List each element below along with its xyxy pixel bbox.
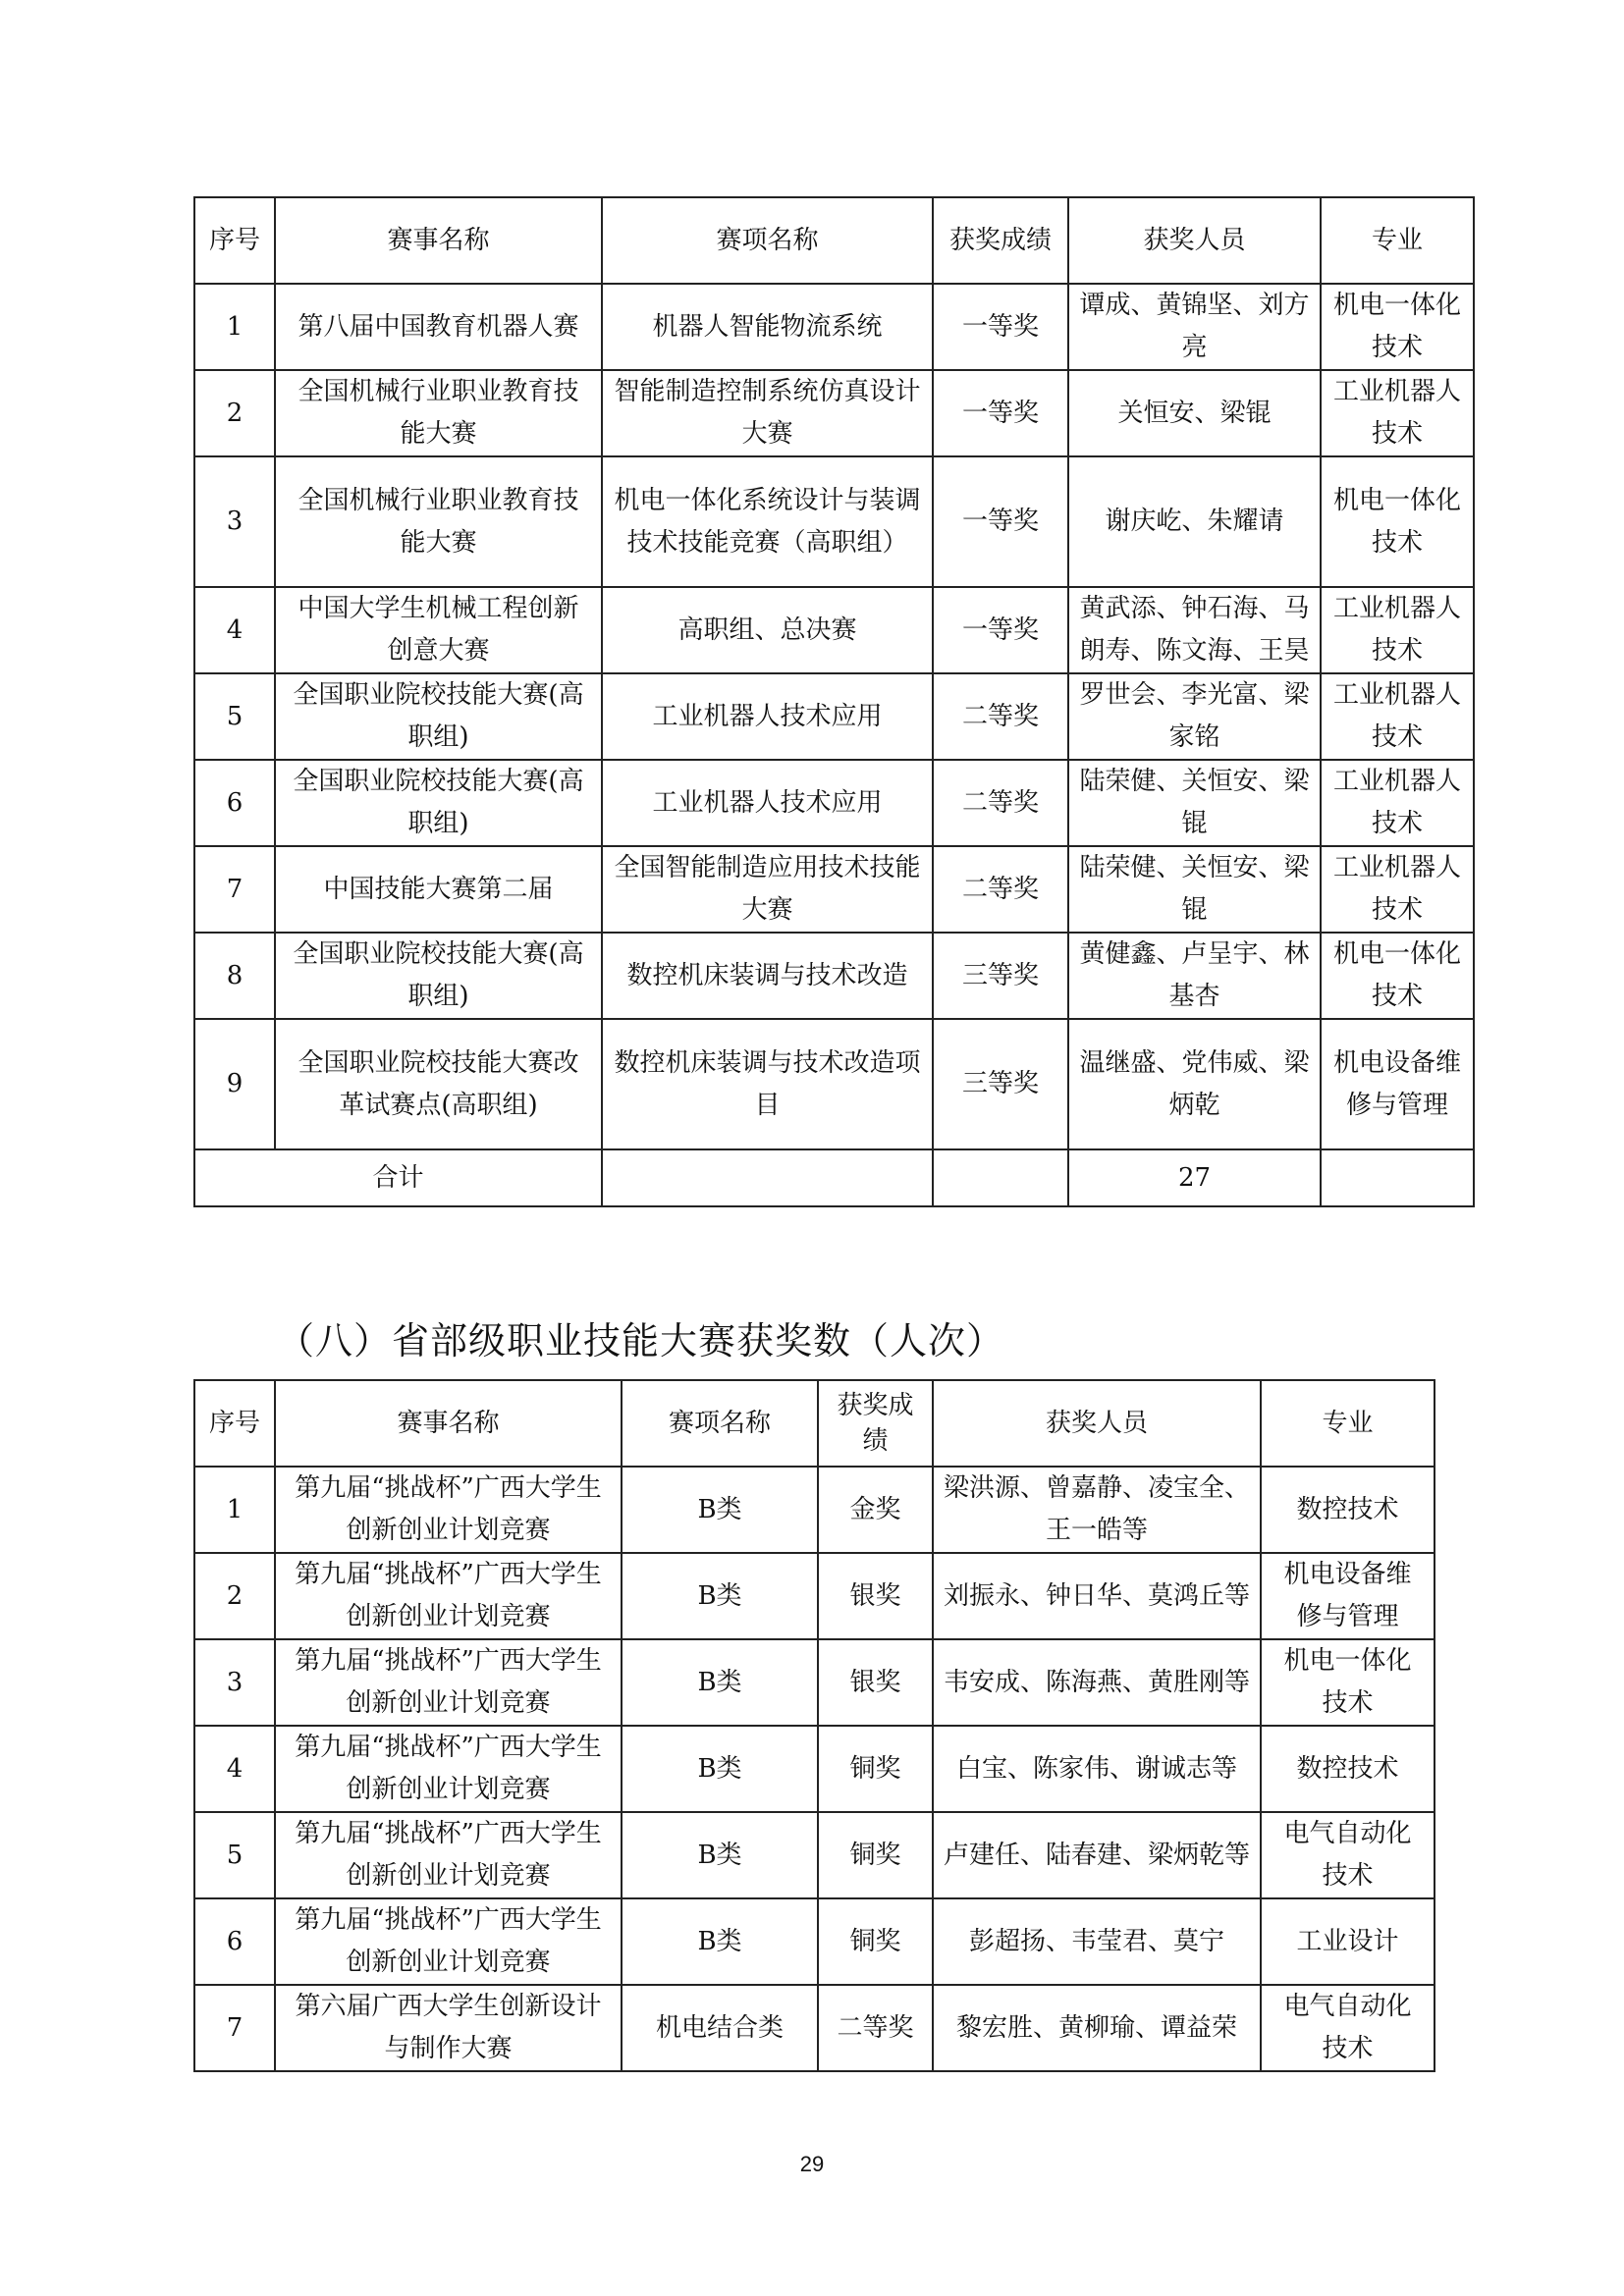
cell-major: 工业机器人技术 <box>1321 760 1474 846</box>
cell-event-name: 第九届“挑战杯”广西大学生创新创业计划竞赛 <box>275 1898 622 1985</box>
cell-award: 金奖 <box>818 1467 933 1553</box>
cell-award: 铜奖 <box>818 1726 933 1812</box>
cell-index: 2 <box>194 370 275 456</box>
cell-item-name: 机电结合类 <box>622 1985 818 2071</box>
table-row <box>194 846 1474 933</box>
table-row <box>194 1812 1435 1898</box>
cell-event-name: 第六届广西大学生创新设计与制作大赛 <box>275 1985 622 2071</box>
cell-item-name: B类 <box>622 1898 818 1985</box>
cell-index: 7 <box>194 846 275 933</box>
table-row <box>194 1726 1435 1812</box>
cell-winners: 罗世会、李光富、梁家铭 <box>1068 673 1321 760</box>
cell-winners: 彭超扬、韦莹君、莫宁 <box>933 1898 1261 1985</box>
cell-winners: 韦安成、陈海燕、黄胜刚等 <box>933 1639 1261 1726</box>
cell-major: 电气自动化技术 <box>1261 1812 1435 1898</box>
cell-event-name: 全国职业院校技能大赛(高职组) <box>275 760 602 846</box>
cell-winners: 刘振永、钟日华、莫鸿丘等 <box>933 1553 1261 1639</box>
header-cell: 获奖人员 <box>1068 197 1321 284</box>
table-row <box>194 587 1474 673</box>
cell-award: 一等奖 <box>933 370 1068 456</box>
cell-index: 3 <box>194 456 275 587</box>
table-row <box>194 760 1474 846</box>
cell-event-name: 第九届“挑战杯”广西大学生创新创业计划竞赛 <box>275 1726 622 1812</box>
cell-event-name: 全国职业院校技能大赛改革试赛点(高职组) <box>275 1019 602 1149</box>
header-cell: 序号 <box>194 1380 275 1467</box>
total-row <box>194 1149 1474 1206</box>
cell-winners: 黎宏胜、黄柳瑜、谭益荣 <box>933 1985 1261 2071</box>
cell-award: 银奖 <box>818 1639 933 1726</box>
cell-award: 三等奖 <box>933 1019 1068 1149</box>
cell-index: 2 <box>194 1553 275 1639</box>
table-row <box>194 933 1474 1019</box>
cell-award: 银奖 <box>818 1553 933 1639</box>
cell-award: 一等奖 <box>933 587 1068 673</box>
cell-index: 4 <box>194 1726 275 1812</box>
table-row <box>194 1467 1435 1553</box>
cell-item-name: 工业机器人技术应用 <box>602 673 933 760</box>
table-row <box>194 1639 1435 1726</box>
cell-index: 3 <box>194 1639 275 1726</box>
table-row <box>194 1985 1435 2071</box>
cell-item-name: 机电一体化系统设计与装调技术技能竞赛（高职组） <box>602 456 933 587</box>
cell-major: 工业机器人技术 <box>1321 587 1474 673</box>
cell-index: 4 <box>194 587 275 673</box>
cell-award: 铜奖 <box>818 1898 933 1985</box>
cell-award: 一等奖 <box>933 456 1068 587</box>
cell-index: 5 <box>194 1812 275 1898</box>
cell-winners: 陆荣健、关恒安、梁锟 <box>1068 846 1321 933</box>
cell-index: 1 <box>194 284 275 370</box>
cell-item-name: 工业机器人技术应用 <box>602 760 933 846</box>
cell-event-name: 第九届“挑战杯”广西大学生创新创业计划竞赛 <box>275 1467 622 1553</box>
empty-cell <box>933 1149 1068 1206</box>
cell-winners: 黄健鑫、卢呈宇、林基杏 <box>1068 933 1321 1019</box>
cell-event-name: 第八届中国教育机器人赛 <box>275 284 602 370</box>
cell-award: 二等奖 <box>933 846 1068 933</box>
table-row <box>194 456 1474 587</box>
cell-major: 机电一体化技术 <box>1321 284 1474 370</box>
cell-index: 1 <box>194 1467 275 1553</box>
section-heading: （八）省部级职业技能大赛获奖数（人次） <box>277 1319 1005 1362</box>
cell-event-name: 第九届“挑战杯”广西大学生创新创业计划竞赛 <box>275 1553 622 1639</box>
header-cell: 专业 <box>1261 1380 1435 1467</box>
table-row <box>194 1898 1435 1985</box>
cell-item-name: 数控机床装调与技术改造 <box>602 933 933 1019</box>
cell-event-name: 第九届“挑战杯”广西大学生创新创业计划竞赛 <box>275 1812 622 1898</box>
header-row <box>194 197 1474 284</box>
table-row <box>194 370 1474 456</box>
cell-award: 铜奖 <box>818 1812 933 1898</box>
cell-award: 一等奖 <box>933 284 1068 370</box>
cell-item-name: 全国智能制造应用技术技能大赛 <box>602 846 933 933</box>
header-cell: 序号 <box>194 197 275 284</box>
cell-major: 机电一体化技术 <box>1261 1639 1435 1726</box>
cell-major: 工业机器人技术 <box>1321 673 1474 760</box>
cell-event-name: 全国职业院校技能大赛(高职组) <box>275 673 602 760</box>
cell-major: 机电一体化技术 <box>1321 933 1474 1019</box>
cell-item-name: B类 <box>622 1812 818 1898</box>
cell-index: 9 <box>194 1019 275 1149</box>
cell-item-name: 智能制造控制系统仿真设计大赛 <box>602 370 933 456</box>
cell-award: 二等奖 <box>933 760 1068 846</box>
cell-index: 7 <box>194 1985 275 2071</box>
page-number: 29 <box>799 2152 825 2176</box>
cell-item-name: B类 <box>622 1726 818 1812</box>
cell-item-name: B类 <box>622 1553 818 1639</box>
header-row <box>194 1380 1435 1467</box>
cell-award: 三等奖 <box>933 933 1068 1019</box>
total-value: 27 <box>1068 1149 1321 1206</box>
table-row <box>194 284 1474 370</box>
cell-index: 6 <box>194 1898 275 1985</box>
cell-event-name: 中国技能大赛第二届 <box>275 846 602 933</box>
cell-winners: 温继盛、党伟威、梁炳乾 <box>1068 1019 1321 1149</box>
cell-winners: 卢建任、陆春建、梁炳乾等 <box>933 1812 1261 1898</box>
cell-event-name: 第九届“挑战杯”广西大学生创新创业计划竞赛 <box>275 1639 622 1726</box>
cell-item-name: 机器人智能物流系统 <box>602 284 933 370</box>
table-row <box>194 1019 1474 1149</box>
cell-major: 数控技术 <box>1261 1726 1435 1812</box>
cell-award: 二等奖 <box>933 673 1068 760</box>
cell-item-name: 数控机床装调与技术改造项目 <box>602 1019 933 1149</box>
cell-winners: 梁洪源、曾嘉静、凌宝全、王一皓等 <box>933 1467 1261 1553</box>
cell-event-name: 全国机械行业职业教育技能大赛 <box>275 370 602 456</box>
header-cell: 赛项名称 <box>622 1380 818 1467</box>
header-cell: 获奖成绩 <box>933 197 1068 284</box>
table-row <box>194 1553 1435 1639</box>
cell-winners: 黄武添、钟石海、马朗寿、陈文海、王昊 <box>1068 587 1321 673</box>
cell-event-name: 全国职业院校技能大赛(高职组) <box>275 933 602 1019</box>
award-table-national <box>193 196 1475 1207</box>
cell-winners: 谢庆屹、朱耀请 <box>1068 456 1321 587</box>
cell-index: 6 <box>194 760 275 846</box>
cell-winners: 关恒安、梁锟 <box>1068 370 1321 456</box>
cell-item-name: B类 <box>622 1467 818 1553</box>
cell-major: 数控技术 <box>1261 1467 1435 1553</box>
cell-major: 机电设备维修与管理 <box>1321 1019 1474 1149</box>
cell-major: 机电一体化技术 <box>1321 456 1474 587</box>
header-cell: 赛事名称 <box>275 197 602 284</box>
empty-cell <box>602 1149 933 1206</box>
cell-major: 机电设备维修与管理 <box>1261 1553 1435 1639</box>
header-cell: 赛事名称 <box>275 1380 622 1467</box>
header-cell: 赛项名称 <box>602 197 933 284</box>
cell-index: 5 <box>194 673 275 760</box>
cell-item-name: 高职组、总决赛 <box>602 587 933 673</box>
cell-winners: 白宝、陈家伟、谢诚志等 <box>933 1726 1261 1812</box>
header-cell: 专业 <box>1321 197 1474 284</box>
cell-major: 工业机器人技术 <box>1321 846 1474 933</box>
total-label: 合计 <box>194 1149 602 1206</box>
cell-index: 8 <box>194 933 275 1019</box>
award-table-provincial <box>193 1379 1435 2072</box>
empty-cell <box>1321 1149 1474 1206</box>
cell-major: 电气自动化技术 <box>1261 1985 1435 2071</box>
table-row <box>194 673 1474 760</box>
cell-winners: 谭成、黄锦坚、刘方亮 <box>1068 284 1321 370</box>
cell-major: 工业机器人技术 <box>1321 370 1474 456</box>
header-cell: 获奖人员 <box>933 1380 1261 1467</box>
cell-event-name: 全国机械行业职业教育技能大赛 <box>275 456 602 587</box>
cell-major: 工业设计 <box>1261 1898 1435 1985</box>
cell-event-name: 中国大学生机械工程创新创意大赛 <box>275 587 602 673</box>
cell-award: 二等奖 <box>818 1985 933 2071</box>
header-cell: 获奖成绩 <box>818 1380 933 1467</box>
cell-winners: 陆荣健、关恒安、梁锟 <box>1068 760 1321 846</box>
cell-item-name: B类 <box>622 1639 818 1726</box>
